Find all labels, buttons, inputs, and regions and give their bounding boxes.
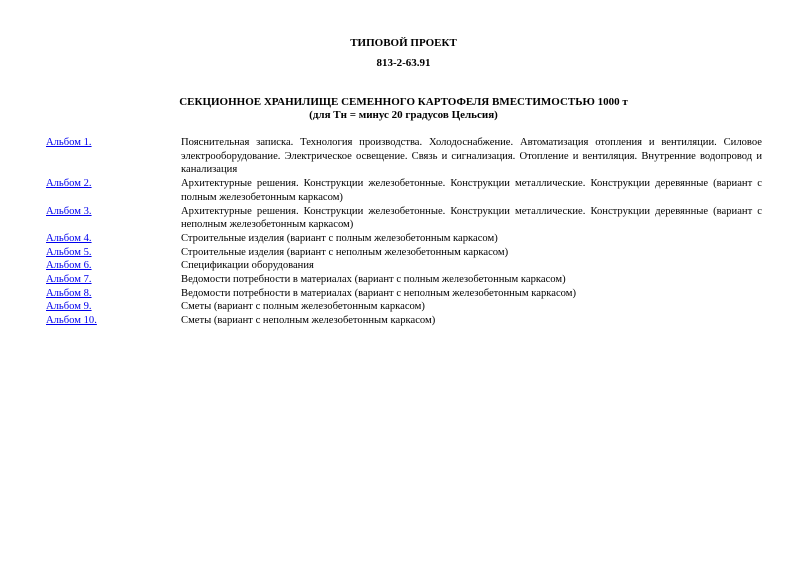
album-description: Строительные изделия (вариант с полным железобетонным каркасом) bbox=[181, 232, 498, 244]
album-row bbox=[46, 205, 762, 232]
album-link[interactable]: Альбом 10. bbox=[46, 315, 97, 327]
album-description: Архитектурные решения. Конструкции железобетонные. Конструкции металлические. Конструкции деревянные (вариант с полным железобетонным каркасом) bbox=[181, 178, 762, 203]
album-link[interactable]: Альбом 5. bbox=[46, 246, 92, 258]
album-description: Пояснительная записка. Технология производства. Холодоснабжение. Автоматизация отопления и вентиляции. Силовое электрооборудование. Электрическое освещение. Связь и сигнализация. Отопление и вентиляция. Внутренние водопровод и канализация bbox=[181, 137, 762, 176]
album-description: Сметы (вариант с неполным железобетонным каркасом) bbox=[181, 315, 436, 327]
album-link[interactable]: Альбом 8. bbox=[46, 287, 92, 299]
album-description: Спецификации оборудования bbox=[181, 260, 314, 272]
album-row bbox=[46, 136, 762, 177]
album-row bbox=[46, 177, 762, 204]
album-description: Ведомости потребности в материалах (вариант с неполным железобетонным каркасом) bbox=[181, 287, 576, 299]
album-link[interactable]: Альбом 1. bbox=[46, 137, 92, 148]
album-row bbox=[46, 287, 762, 301]
project-subtitle: (для Тн = минус 20 градусов Цельсия) bbox=[309, 109, 498, 121]
album-link[interactable]: Альбом 6. bbox=[46, 260, 92, 272]
album-row bbox=[46, 232, 762, 246]
album-link[interactable]: Альбом 3. bbox=[46, 205, 92, 217]
album-row bbox=[46, 300, 762, 314]
project-code: 813-2-63.91 bbox=[376, 57, 431, 69]
album-description: Сметы (вариант с полным железобетонным каркасом) bbox=[181, 301, 425, 313]
project-title: СЕКЦИОННОЕ ХРАНИЛИЩЕ СЕМЕННОГО КАРТОФЕЛЯ ВМЕСТИМОСТЬЮ 1000 т bbox=[179, 96, 628, 108]
album-link[interactable]: Альбом 9. bbox=[46, 301, 92, 313]
album-link[interactable]: Альбом 7. bbox=[46, 274, 92, 286]
album-link[interactable]: Альбом 4. bbox=[46, 232, 92, 244]
album-description: Ведомости потребности в материалах (вариант с полным железобетонным каркасом) bbox=[181, 274, 566, 286]
album-description: Архитектурные решения. Конструкции железобетонные. Конструкции металлические. Конструкции деревянные (вариант с неполным железобетонным каркасом) bbox=[181, 205, 762, 231]
album-row bbox=[46, 246, 762, 260]
album-row bbox=[46, 259, 762, 273]
album-list bbox=[46, 136, 762, 328]
album-row bbox=[46, 314, 762, 328]
album-link[interactable]: Альбом 2. bbox=[46, 178, 92, 190]
album-row bbox=[46, 273, 762, 287]
album-description: Строительные изделия (вариант с неполным железобетонным каркасом) bbox=[181, 246, 509, 258]
project-type-heading: ТИПОВОЙ ПРОЕКТ bbox=[350, 37, 457, 49]
